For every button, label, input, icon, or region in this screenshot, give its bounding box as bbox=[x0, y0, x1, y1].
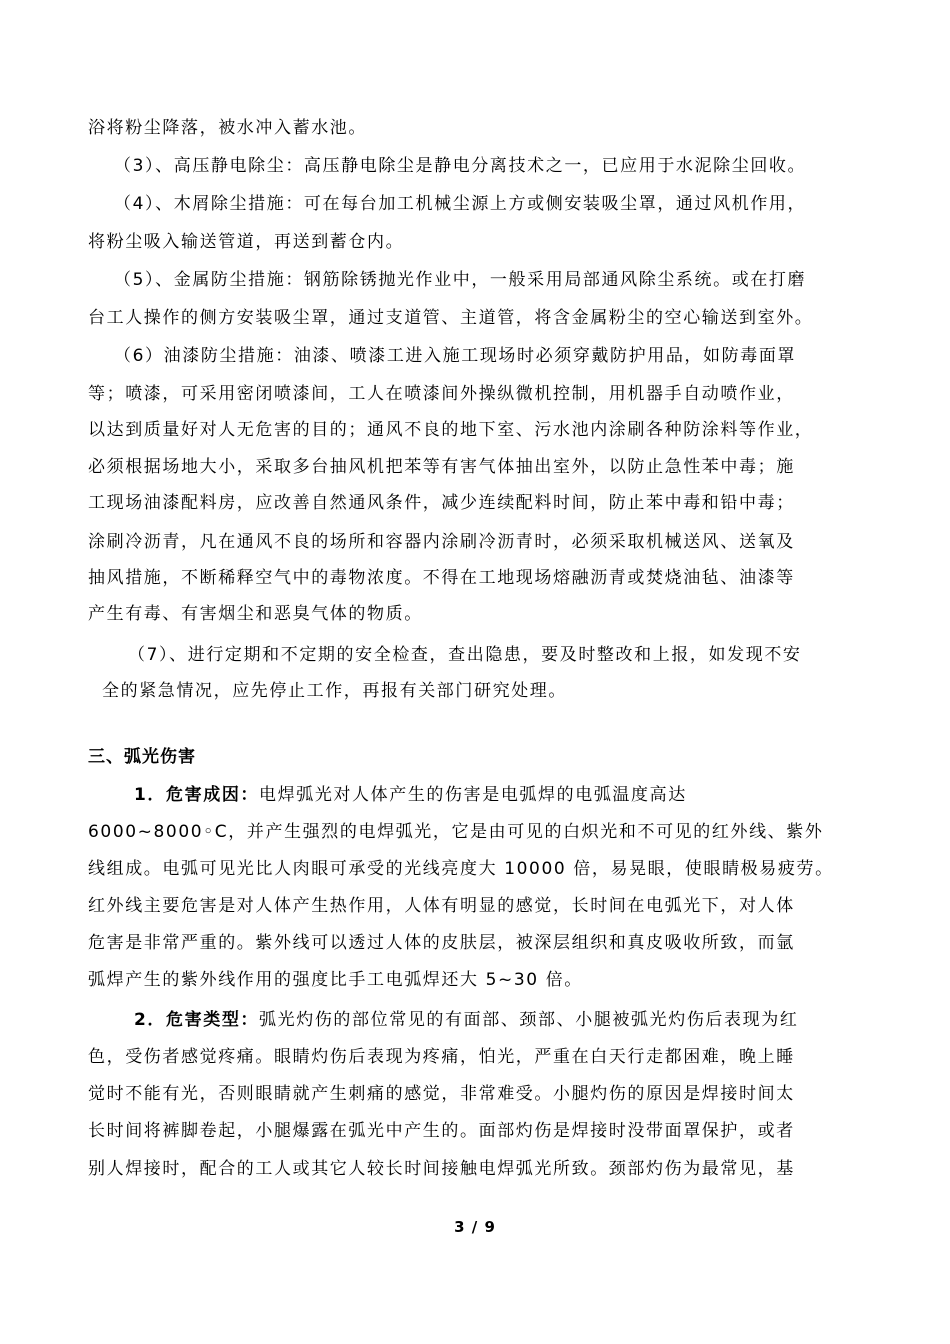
body-text-line: 台工人操作的侧方安装吸尘罩，通过支道管、主道管，将含金属粉尘的空心输送到室外。 bbox=[88, 308, 814, 328]
body-text-line: （7）、进行定期和不定期的安全检查，查出隐患，要及时整改和上报，如发现不安 bbox=[128, 645, 802, 665]
body-text-line: 抽风措施，不断稀释空气中的毒物浓度。不得在工地现场熔融沥青或焚烧油毡、油漆等 bbox=[88, 568, 795, 588]
body-text-line: 觉时不能有光，否则眼睛就产生刺痛的感觉，非常难受。小腿灼伤的原因是焊接时间太 bbox=[88, 1084, 795, 1104]
body-text-line: 红外线主要危害是对人体产生热作用，人体有明显的感觉，长时间在电弧光下，对人体 bbox=[88, 896, 795, 916]
body-text-line: 6000~8000◦C，并产生强烈的电焊弧光，它是由可见的白炽光和不可见的红外线、紫外 bbox=[88, 822, 824, 842]
paragraph-lead-line bbox=[134, 783, 687, 807]
body-text-line: 线组成。电弧可见光比人肉眼可承受的光线亮度大 10000 倍，易晃眼，使眼睛极易疲劳。 bbox=[88, 859, 834, 879]
body-text-line: （4）、木屑除尘措施：可在每台加工机械尘源上方或侧安装吸尘罩，通过风机作用， bbox=[114, 194, 807, 214]
body-text-line: 工现场油漆配料房，应改善自然通风条件，减少连续配料时间，防止苯中毒和铅中毒； bbox=[88, 493, 795, 513]
body-text-line: 别人焊接时，配合的工人或其它人较长时间接触电焊弧光所致。颈部灼伤为最常见，基 bbox=[88, 1159, 795, 1179]
body-text-line: （5）、金属防尘措施：钢筋除锈抛光作业中，一般采用局部通风除尘系统。或在打磨 bbox=[114, 270, 807, 290]
body-text-line: 必须根据场地大小，采取多台抽风机把苯等有害气体抽出室外，以防止急性苯中毒；施 bbox=[88, 457, 795, 477]
body-text-line: 等；喷漆，可采用密闭喷漆间，工人在喷漆间外操纵微机控制，用机器手自动喷作业， bbox=[88, 384, 795, 404]
paragraph-text: 电焊弧光对人体产生的伤害是电弧焊的电弧温度高达 bbox=[259, 785, 687, 805]
body-text-line: 危害是非常严重的。紫外线可以透过人体的皮肤层，被深层组织和真皮吸收所致，而氩 bbox=[88, 933, 795, 953]
paragraph-label: 2．危害类型： bbox=[134, 1010, 260, 1030]
paragraph-text: 弧光灼伤的部位常见的有面部、颈部、小腿被弧光灼伤后表现为红 bbox=[259, 1010, 799, 1030]
body-text-line: 浴将粉尘降落，被水冲入蓄水池。 bbox=[88, 118, 367, 138]
body-text-line: 长时间将裤脚卷起，小腿爆露在弧光中产生的。面部灼伤是焊接时没带面罩保护，或者 bbox=[88, 1121, 795, 1141]
paragraph-label: 1．危害成因： bbox=[134, 785, 260, 805]
body-text-line: 色，受伤者感觉疼痛。眼睛灼伤后表现为疼痛，怕光，严重在白天行走都困难，晚上睡 bbox=[88, 1047, 795, 1067]
body-text-line: 涂刷冷沥青，凡在通风不良的场所和容器内涂刷冷沥青时，必须采取机械送风、送氧及 bbox=[88, 532, 795, 552]
page-number: 3 / 9 bbox=[454, 1218, 496, 1236]
body-text-line: 产生有毒、有害烟尘和恶臭气体的物质。 bbox=[88, 604, 423, 624]
body-text-line: （6）油漆防尘措施：油漆、喷漆工进入施工现场时必须穿戴防护用品，如防毒面罩 bbox=[114, 346, 797, 366]
paragraph-lead-line bbox=[134, 1008, 798, 1032]
body-text-line: 以达到质量好对人无危害的目的；通风不良的地下室、污水池内涂刷各种防涂料等作业， bbox=[88, 420, 814, 440]
body-text-line: 将粉尘吸入输送管道，再送到蓄仓内。 bbox=[88, 232, 405, 252]
body-text-line: （3）、高压静电除尘：高压静电除尘是静电分离技术之一，已应用于水泥除尘回收。 bbox=[114, 156, 807, 176]
body-text-line: 全的紧急情况，应先停止工作，再报有关部门研究处理。 bbox=[102, 681, 567, 701]
body-text-line: 弧焊产生的紫外线作用的强度比手工电弧焊还大 5~30 倍。 bbox=[88, 970, 583, 990]
section-heading: 三、弧光伤害 bbox=[88, 747, 196, 767]
